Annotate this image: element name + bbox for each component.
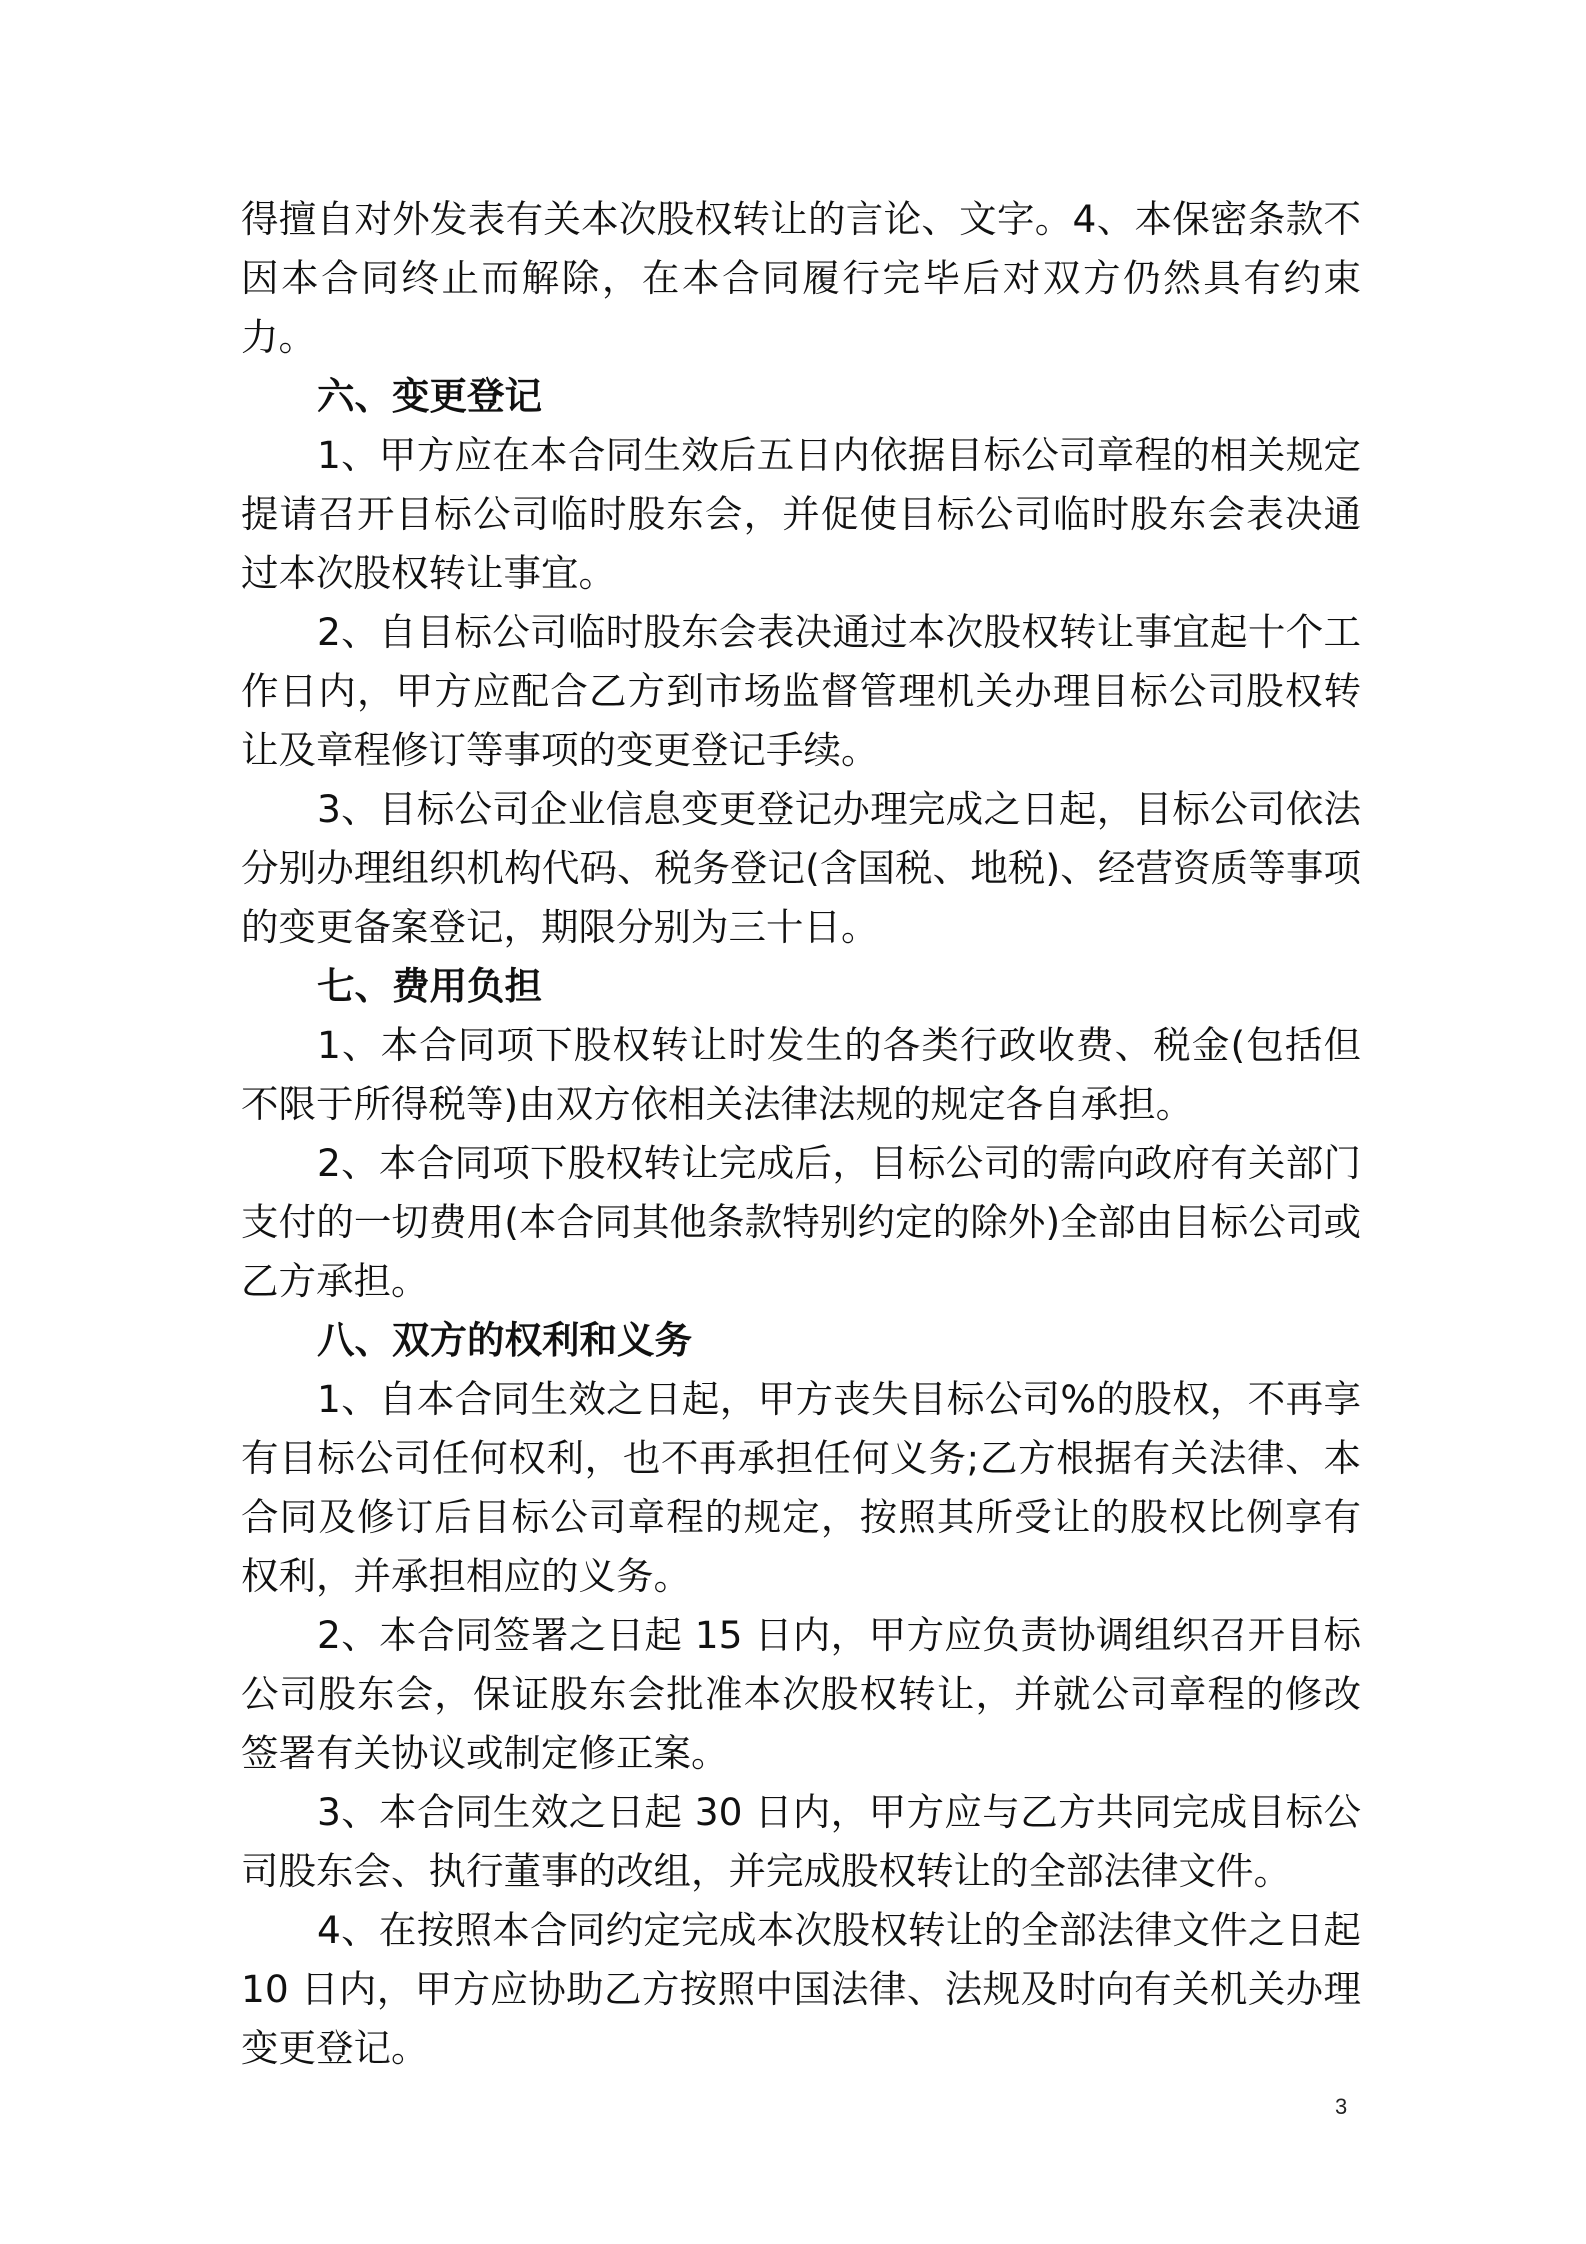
paragraph-8-1: 1、自本合同生效之日起，甲方丧失目标公司%的股权，不再享有目标公司任何权利，也不再承担任何义务;乙方根据有关法律、本合同及修订后目标公司章程的规定，按照其所受让的股权比例享有权利，并承担相应的义务。 — [241, 1377, 1361, 1598]
paragraph-8-3: 3、本合同生效之日起 30 日内，甲方应与乙方共同完成目标公司股东会、执行董事的改组，并完成股权转让的全部法律文件。 — [241, 1790, 1361, 1893]
paragraph-confidentiality-continued: 得擅自对外发表有关本次股权转让的言论、文字。4、本保密条款不因本合同终止而解除，在本合同履行完毕后对双方仍然具有约束力。 — [241, 197, 1361, 359]
section-heading-expenses: 七、费用负担 — [317, 964, 542, 1008]
paragraph-8-2: 2、本合同签署之日起 15 日内，甲方应负责协调组织召开目标公司股东会，保证股东会批准本次股权转让，并就公司章程的修改签署有关协议或制定修正案。 — [241, 1613, 1361, 1775]
paragraph-6-3: 3、目标公司企业信息变更登记办理完成之日起，目标公司依法分别办理组织机构代码、税务登记(含国税、地税)、经营资质等事项的变更备案登记，期限分别为三十日。 — [241, 787, 1361, 949]
paragraph-6-1: 1、甲方应在本合同生效后五日内依据目标公司章程的相关规定提请召开目标公司临时股东会，并促使目标公司临时股东会表决通过本次股权转让事宜。 — [241, 433, 1361, 595]
section-heading-rights-obligations: 八、双方的权利和义务 — [317, 1318, 692, 1362]
paragraph-8-4: 4、在按照本合同约定完成本次股权转让的全部法律文件之日起 10 日内，甲方应协助乙方按照中国法律、法规及时向有关机关办理变更登记。 — [241, 1908, 1361, 2070]
paragraph-7-1: 1、本合同项下股权转让时发生的各类行政收费、税金(包括但不限于所得税等)由双方依相关法律法规的规定各自承担。 — [241, 1023, 1361, 1126]
paragraph-7-2: 2、本合同项下股权转让完成后，目标公司的需向政府有关部门支付的一切费用(本合同其他条款特别约定的除外)全部由目标公司或乙方承担。 — [241, 1141, 1361, 1303]
paragraph-6-2: 2、自目标公司临时股东会表决通过本次股权转让事宜起十个工作日内，甲方应配合乙方到市场监督管理机关办理目标公司股权转让及章程修订等事项的变更登记手续。 — [241, 610, 1361, 772]
page-number: 3 — [1335, 2094, 1348, 2119]
document-body — [241, 190, 1361, 2078]
section-heading-change-registration: 六、变更登记 — [317, 374, 542, 418]
